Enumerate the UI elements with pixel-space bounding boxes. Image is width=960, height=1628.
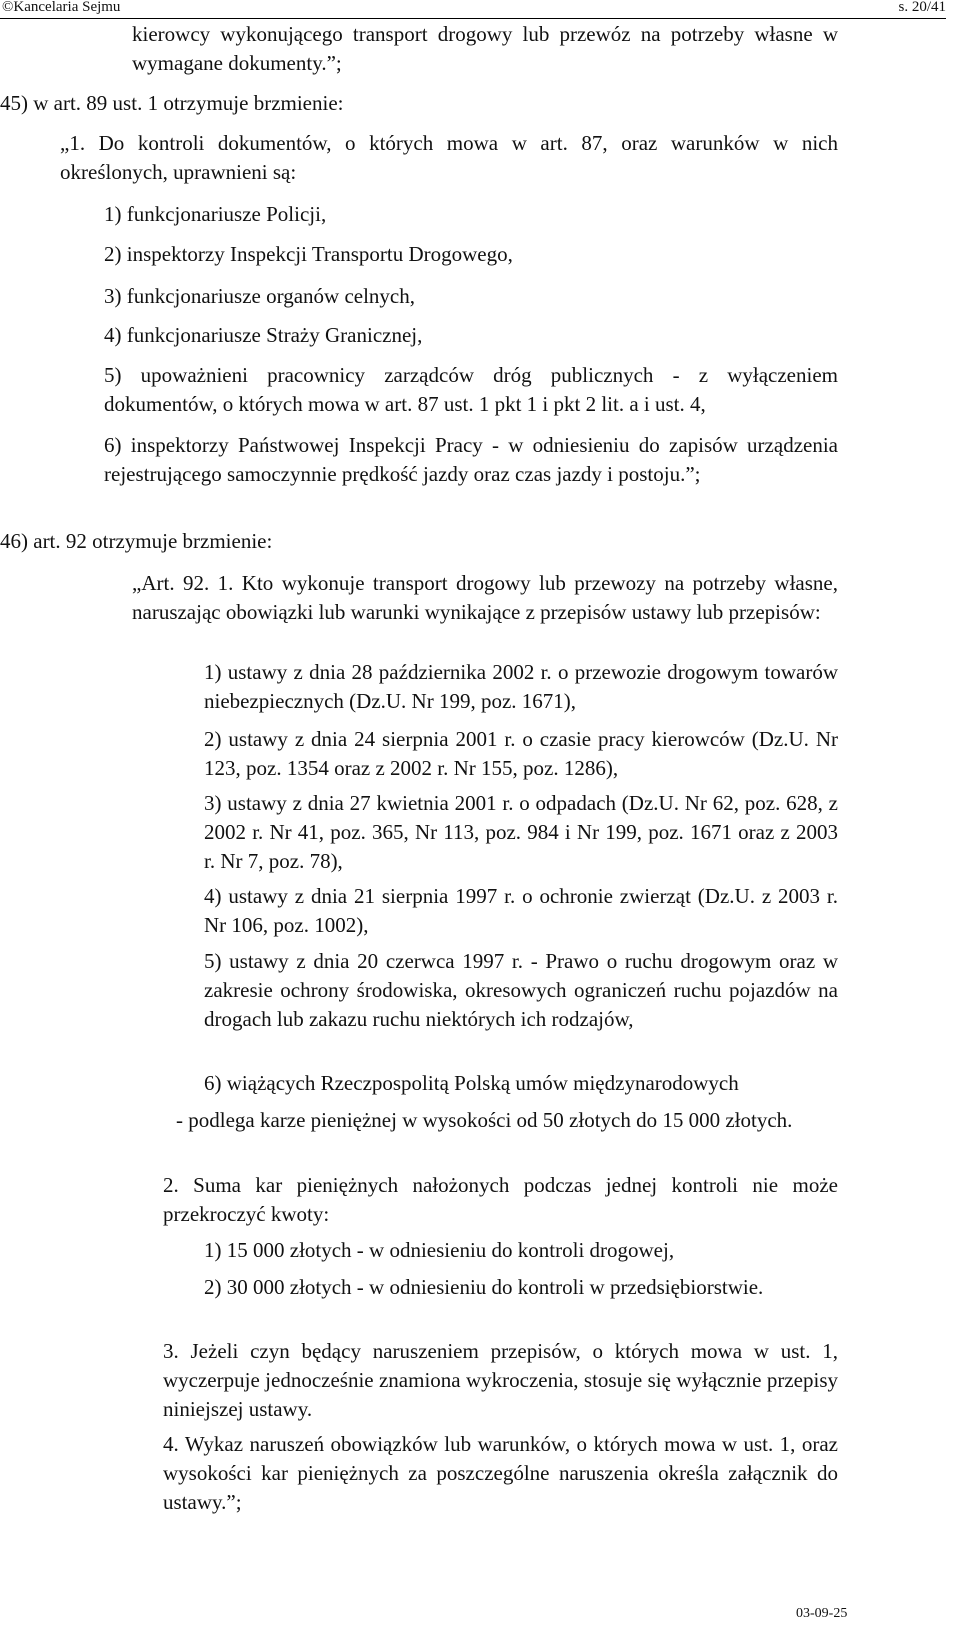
art89-point-6: 6) inspektorzy Państwowej Inspekcji Pracy - w odniesieniu do zapisów urządzenia rejestrującego samoczynnie prędkość jazdy oraz czas jazdy i postoju.”; <box>104 433 838 486</box>
art89-point-4: 4) funkcjonariusze Straży Granicznej, <box>104 323 423 347</box>
art89-point-3: 3) funkcjonariusze organów celnych, <box>104 284 416 308</box>
art89-intro: „1. Do kontroli dokumentów, o których mowa w art. 87, oraz warunków w nich określonych, uprawnieni są: <box>60 131 838 184</box>
art92-para-4: 4. Wykaz naruszeń obowiązków lub warunków, o których mowa w ust. 1, oraz wysokości kar pieniężnych za poszczególne naruszenia określa załącznik do ustawy.”; <box>163 1432 838 1514</box>
item-45: 45) w art. 89 ust. 1 otrzymuje brzmienie: <box>0 91 344 115</box>
art92-point-1: 1) ustawy z dnia 28 października 2002 r. o przewozie drogowym towarów niebezpiecznych (Dz.U. Nr 199, poz. 1671), <box>204 660 838 713</box>
art92-point-3: 3) ustawy z dnia 27 kwietnia 2001 r. o odpadach (Dz.U. Nr 62, poz. 628, z 2002 r. Nr 41, poz. 365, Nr 113, poz. 984 i Nr 199, poz. 1671 oraz z 2003 r. Nr 7, poz. 78), <box>204 791 838 873</box>
art92-point-4: 4) ustawy z dnia 21 sierpnia 1997 r. o ochronie zwierząt (Dz.U. z 2003 r. Nr 106, poz. 1002), <box>204 884 838 937</box>
art92-para-3: 3. Jeżeli czyn będący naruszeniem przepisów, o których mowa w ust. 1, wyczerpuje jednocześnie znamiona wykroczenia, stosuje się wyłącznie przepisy niniejszej ustawy. <box>163 1339 838 1421</box>
art92-intro: „Art. 92. 1. Kto wykonuje transport drogowy lub przewozy na potrzeby własne, naruszając obowiązki lub warunki wynikające z przepisów ustawy lub przepisów: <box>132 571 838 624</box>
item-46: 46) art. 92 otrzymuje brzmienie: <box>0 529 273 553</box>
art89-point-2: 2) inspektorzy Inspekcji Transportu Drogowego, <box>104 242 513 266</box>
header-page-number: s. 20/41 <box>898 0 946 15</box>
art92-para-2-point-2: 2) 30 000 złotych - w odniesieniu do kontroli w przedsiębiorstwie. <box>204 1275 764 1299</box>
art92-point-5: 5) ustawy z dnia 20 czerwca 1997 r. - Prawo o ruchu drogowym oraz w zakresie ochrony środowiska, okresowych ograniczeń ruchu pojazdów na drogach lub zakazu ruchu niektórych ich rodzajów, <box>204 949 838 1031</box>
page-footer-date: 03-09-25 <box>796 1606 848 1621</box>
art92-para-2-point-1: 1) 15 000 złotych - w odniesieniu do kontroli drogowej, <box>204 1238 675 1262</box>
page-header <box>0 0 946 19</box>
header-publisher: ©Kancelaria Sejmu <box>2 0 121 15</box>
art92-point-2: 2) ustawy z dnia 24 sierpnia 2001 r. o czasie pracy kierowców (Dz.U. Nr 123, poz. 1354 oraz z 2002 r. Nr 155, poz. 1286), <box>204 727 838 780</box>
art92-para-2: 2. Suma kar pieniężnych nałożonych podczas jednej kontroli nie może przekroczyć kwoty: <box>163 1173 838 1226</box>
art92-penalty: - podlega karze pieniężnej w wysokości od 50 złotych do 15 000 złotych. <box>176 1108 793 1132</box>
art89-point-5: 5) upoważnieni pracownicy zarządców dróg publicznych - z wyłączeniem dokumentów, o których mowa w art. 87 ust. 1 pkt 1 i pkt 2 lit. a i ust. 4, <box>104 363 838 416</box>
art89-point-1: 1) funkcjonariusze Policji, <box>104 202 327 226</box>
art92-point-6: 6) wiążących Rzeczpospolitą Polską umów międzynarodowych <box>204 1071 739 1095</box>
paragraph-continuation: kierowcy wykonującego transport drogowy lub przewóz na potrzeby własne w wymagane dokumenty.”; <box>132 22 838 75</box>
